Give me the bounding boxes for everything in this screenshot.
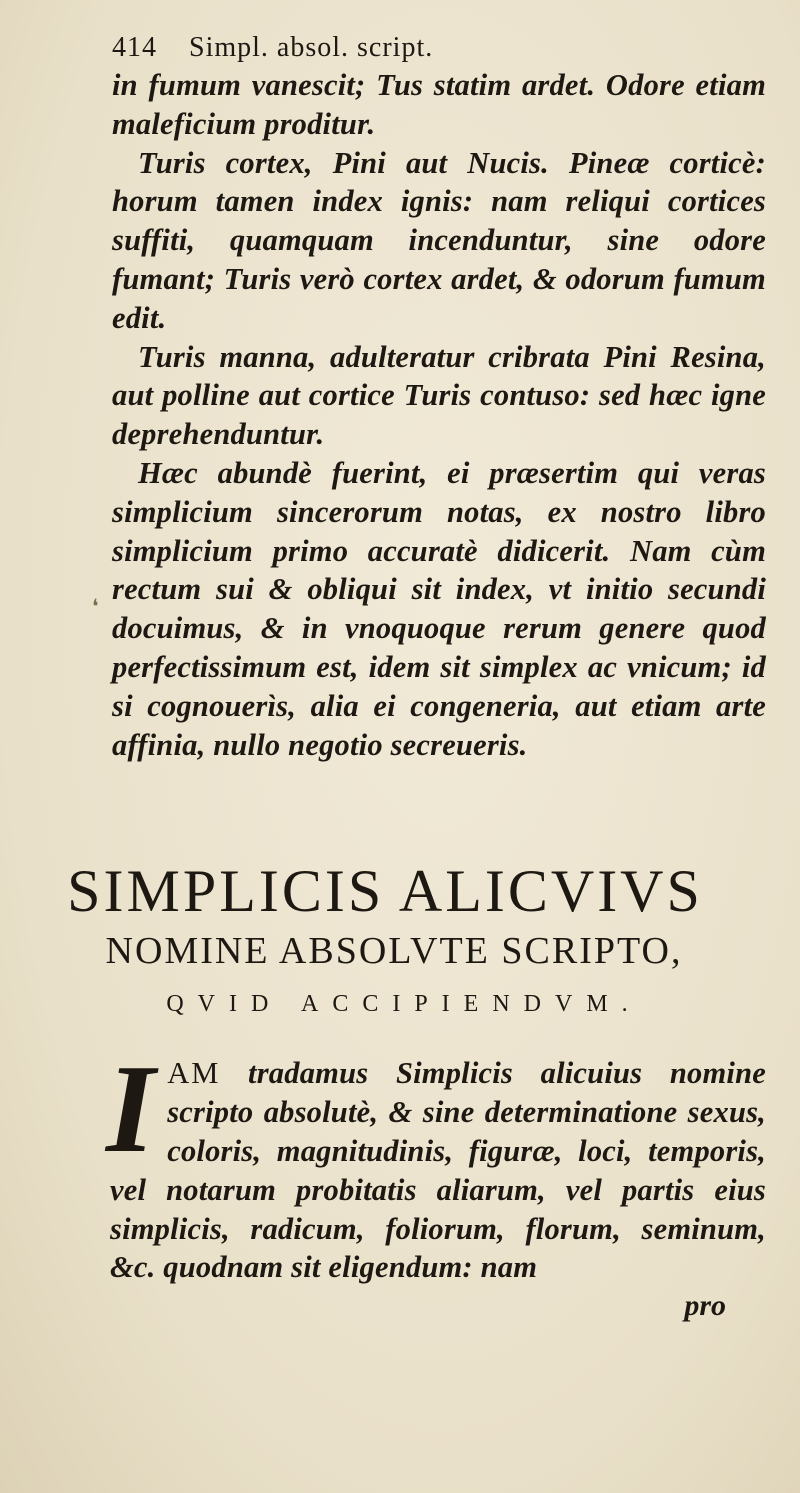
margin-mark-icon: ❛ bbox=[92, 594, 99, 618]
paragraph-1: in fumum vanescit; Tus statim ardet. Odore etiam maleficium proditur. bbox=[112, 68, 766, 141]
page-number: 414 bbox=[112, 32, 157, 63]
drop-cap: I bbox=[106, 1040, 156, 1180]
opening-paragraph bbox=[106, 1040, 766, 1287]
catchword: pro bbox=[684, 1289, 726, 1323]
opening-text: tradamus Simplicis alicuius nomine scripto absolutè, & sine determinatione sexus, coloris, magnitudinis, figuræ, loci, temporis, vel notarum probitatis aliarum, vel partis eius simplicis, radicum, foliorum, florum, seminum, &c. quodnam sit eligendum: nam bbox=[110, 1056, 766, 1285]
section-subtitle: NOMINE ABSOLVTE SCRIPTO, bbox=[105, 930, 683, 973]
section-title: SIMPLICIS ALICVIVS bbox=[67, 858, 703, 925]
section-heading bbox=[67, 858, 766, 1024]
opening-words: AM bbox=[167, 1056, 221, 1091]
paragraph-4: Hæc abundè fuerint, ei præsertim qui veras simplicium sincerorum notas, ex nostro libro simplicium primo accuratè didicerit. Nam cùm rectum sui & obliqui sit index, vt initio secundi docuimus, & in vnoquoque rerum genere quod perfectissimum est, idem sit simplex ac vnicum; id si cognouerìs, alia ei congeneria, aut etiam arte affinia, nullo negotio secreueris. bbox=[112, 455, 766, 762]
paragraph-3: Turis manna, adulteratur cribrata Pini Resina, aut polline aut cortice Turis contuso: sed hæc igne deprehenduntur. bbox=[112, 339, 766, 452]
running-title: Simpl. absol. script. bbox=[189, 32, 434, 63]
body-text bbox=[112, 66, 766, 764]
paragraph-2: Turis cortex, Pini aut Nucis. Pineæ corticè: horum tamen index ignis: nam reliqui cortices suffiti, quamquam incenduntur, sine odore fumant; Turis verò cortex ardet, & odorum fumum edit. bbox=[112, 145, 766, 335]
running-head bbox=[112, 32, 766, 64]
section-caption: QVID ACCIPIENDVM. bbox=[166, 991, 642, 1018]
